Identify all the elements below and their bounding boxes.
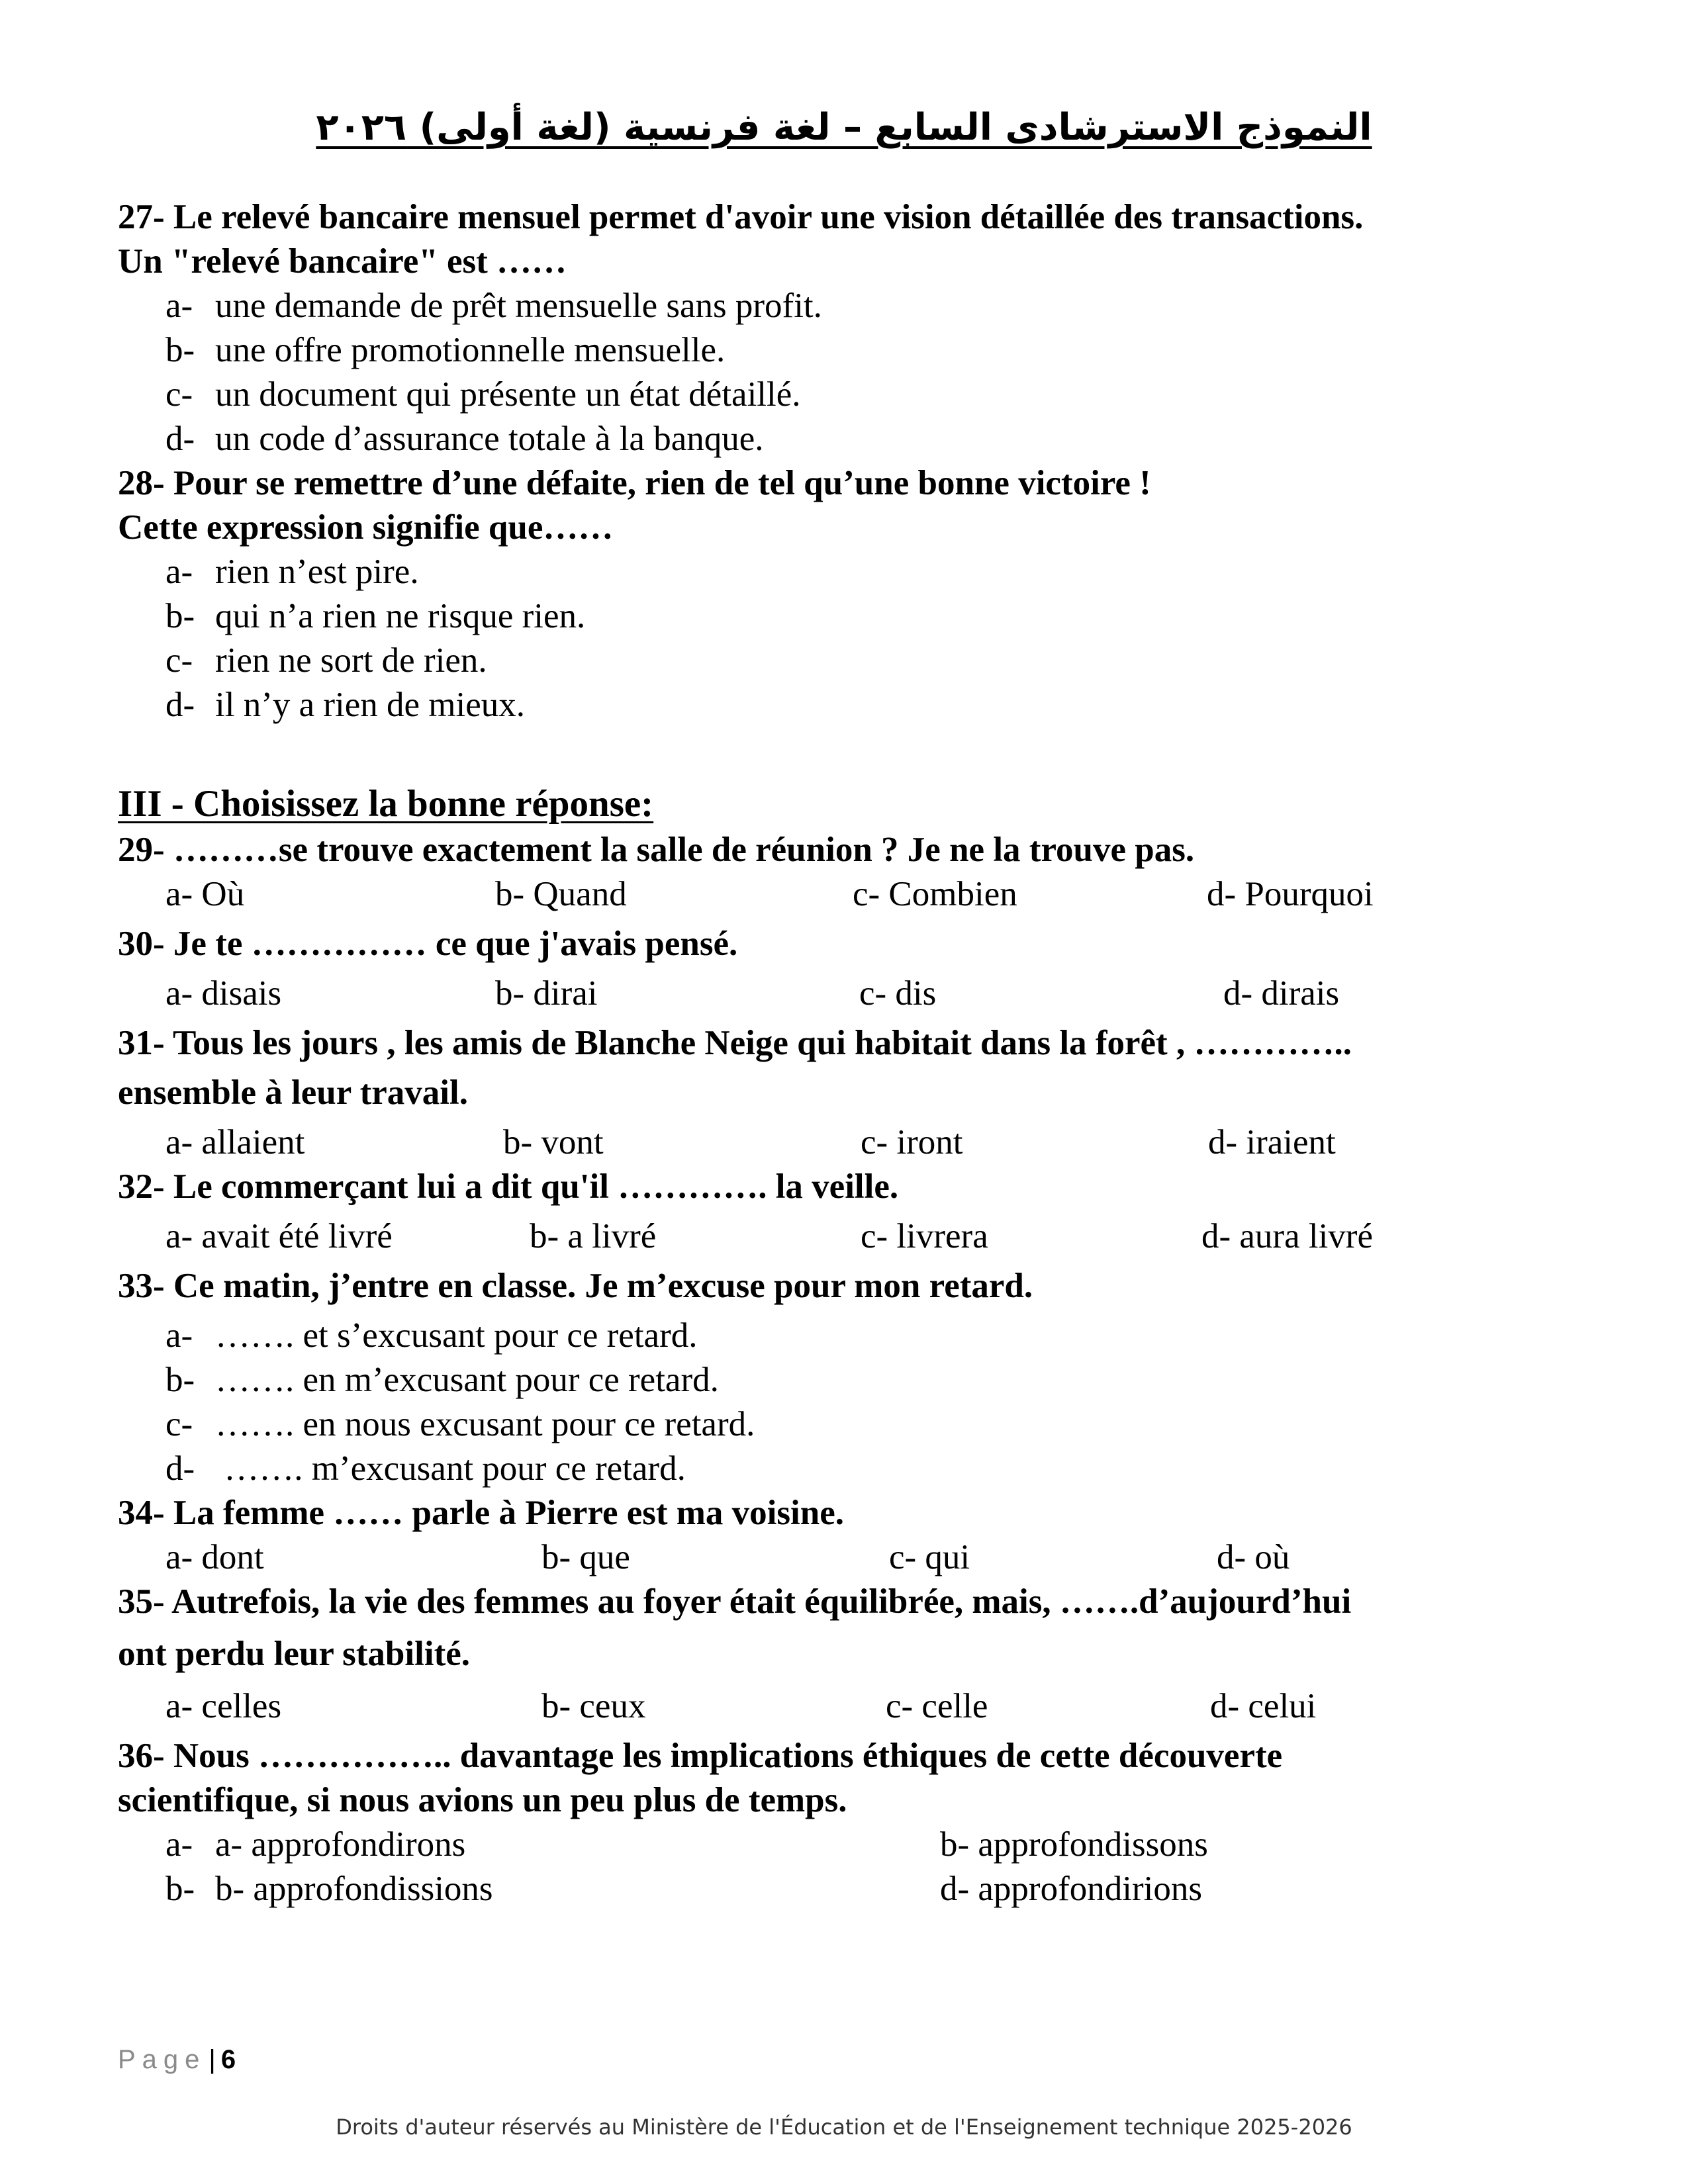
- question-32: 32- Le commerçant lui a dit qu'il …………. la veille.: [118, 1167, 899, 1206]
- option-d: d- aura livré: [1201, 1217, 1373, 1255]
- option-c: c- ……. en nous excusant pour ce retard.: [165, 1405, 755, 1443]
- option-c: b- approfondissions: [215, 1870, 493, 1908]
- question-31-line1: 31- Tous les jours , les amis de Blanche Neige qui habitait dans la forêt , …………..: [118, 1024, 1352, 1062]
- option-a: a- rien n’est pire.: [165, 553, 419, 591]
- page-title: النموذج الاسترشادى السابع – لغة فرنسية (لغة أولى) ٢٠٢٦: [316, 106, 1372, 149]
- option-d: d- dirais: [1223, 974, 1340, 1013]
- question-28: [118, 461, 1574, 727]
- question-28-line1: 28- Pour se remettre d’une défaite, rien de tel qu’une bonne victoire !: [118, 464, 1151, 502]
- option-b: b- qui n’a rien ne risque rien.: [165, 597, 586, 635]
- option-c: c- livrera: [861, 1217, 988, 1255]
- question-32-options: [118, 1214, 1574, 1259]
- option-b: b- approfondissons: [940, 1825, 1208, 1864]
- page-label: Page: [118, 2045, 207, 2074]
- option-a: a- ……. et s’excusant pour ce retard.: [165, 1316, 698, 1355]
- option-d: d- celui: [1210, 1687, 1317, 1725]
- option-b: b- que: [541, 1538, 630, 1576]
- question-36-line1: 36- Nous …………….. davantage les implications éthiques de cette découverte: [118, 1737, 1283, 1775]
- option-b: b- ceux: [541, 1687, 646, 1725]
- option-d: d- un code d’assurance totale à la banque.: [165, 420, 764, 458]
- copyright-notice: Droits d'auteur réservés au Ministère de l'Éducation et de l'Enseignement technique 2025-2026: [336, 2115, 1352, 2140]
- option-letter: a-: [165, 1825, 193, 1864]
- option-a: a- approfondirons: [215, 1825, 466, 1864]
- option-c: c- rien ne sort de rien.: [165, 641, 487, 680]
- option-d: d- iraient: [1208, 1123, 1336, 1161]
- question-27: [118, 195, 1574, 461]
- option-d: d- où: [1217, 1538, 1290, 1576]
- question-29-options: [118, 872, 1574, 917]
- option-c: c- iront: [861, 1123, 963, 1161]
- question-27-line1: 27- Le relevé bancaire mensuel permet d'avoir une vision détaillée des transactions.: [118, 198, 1364, 236]
- question-35-line2: ont perdu leur stabilité.: [118, 1635, 470, 1673]
- option-c: c- un document qui présente un état détaillé.: [165, 375, 801, 414]
- option-c: c- qui: [889, 1538, 970, 1576]
- question-36-options-row2: [118, 1867, 1574, 1911]
- option-d: d- ……. m’excusant pour ce retard.: [165, 1449, 686, 1488]
- question-27-line2: Un "relevé bancaire" est ……: [118, 242, 567, 281]
- option-b: b- une offre promotionnelle mensuelle.: [165, 331, 726, 369]
- option-c: c- celle: [886, 1687, 988, 1725]
- option-b: b- a livré: [530, 1217, 657, 1255]
- option-d: d- il n’y a rien de mieux.: [165, 686, 526, 724]
- option-a: a- avait été livré: [165, 1217, 393, 1255]
- question-35-options: [118, 1684, 1574, 1729]
- option-b: b- Quand: [495, 875, 627, 913]
- option-d: d- approfondirions: [940, 1870, 1202, 1908]
- question-34-options: [118, 1535, 1574, 1580]
- question-30-options: [118, 972, 1574, 1016]
- section-3-title: III - Choisissez la bonne réponse:: [118, 783, 654, 825]
- option-c: c- Combien: [853, 875, 1017, 913]
- question-36-options-row1: [118, 1823, 1574, 1867]
- question-31-options: [118, 1120, 1574, 1165]
- option-b: b- vont: [503, 1123, 604, 1161]
- option-letter: b-: [165, 1870, 195, 1908]
- option-a: a- une demande de prêt mensuelle sans profit.: [165, 287, 822, 325]
- option-a: a- allaient: [165, 1123, 305, 1161]
- page-separator: |: [209, 2045, 216, 2074]
- option-c: c- dis: [859, 974, 937, 1013]
- question-34: 34- La femme …… parle à Pierre est ma voisine.: [118, 1494, 845, 1532]
- question-36-line2: scientifique, si nous avions un peu plus de temps.: [118, 1781, 847, 1819]
- page-header: [0, 106, 1688, 149]
- option-b: b- dirai: [495, 974, 598, 1013]
- question-29: 29- ………se trouve exactement la salle de réunion ? Je ne la trouve pas.: [118, 831, 1195, 869]
- option-d: d- Pourquoi: [1207, 875, 1374, 913]
- page-number: 6: [220, 2045, 236, 2074]
- question-30: 30- Je te …………… ce que j'avais pensé.: [118, 925, 738, 963]
- question-35-line1: 35- Autrefois, la vie des femmes au foyer était équilibrée, mais, …….d’aujourd’hui: [118, 1582, 1352, 1621]
- question-28-line2: Cette expression signifie que……: [118, 508, 614, 547]
- option-b: b- ……. en m’excusant pour ce retard.: [165, 1361, 719, 1399]
- question-31-line2: ensemble à leur travail.: [118, 1073, 468, 1112]
- option-a: a- dont: [165, 1538, 264, 1576]
- option-a: a- celles: [165, 1687, 282, 1725]
- page-number-footer: [118, 2045, 236, 2075]
- option-a: a- disais: [165, 974, 282, 1013]
- option-a: a- Où: [165, 875, 245, 913]
- question-33: 33- Ce matin, j’entre en classe. Je m’excuse pour mon retard.: [118, 1267, 1033, 1305]
- exam-content: [118, 195, 1574, 1911]
